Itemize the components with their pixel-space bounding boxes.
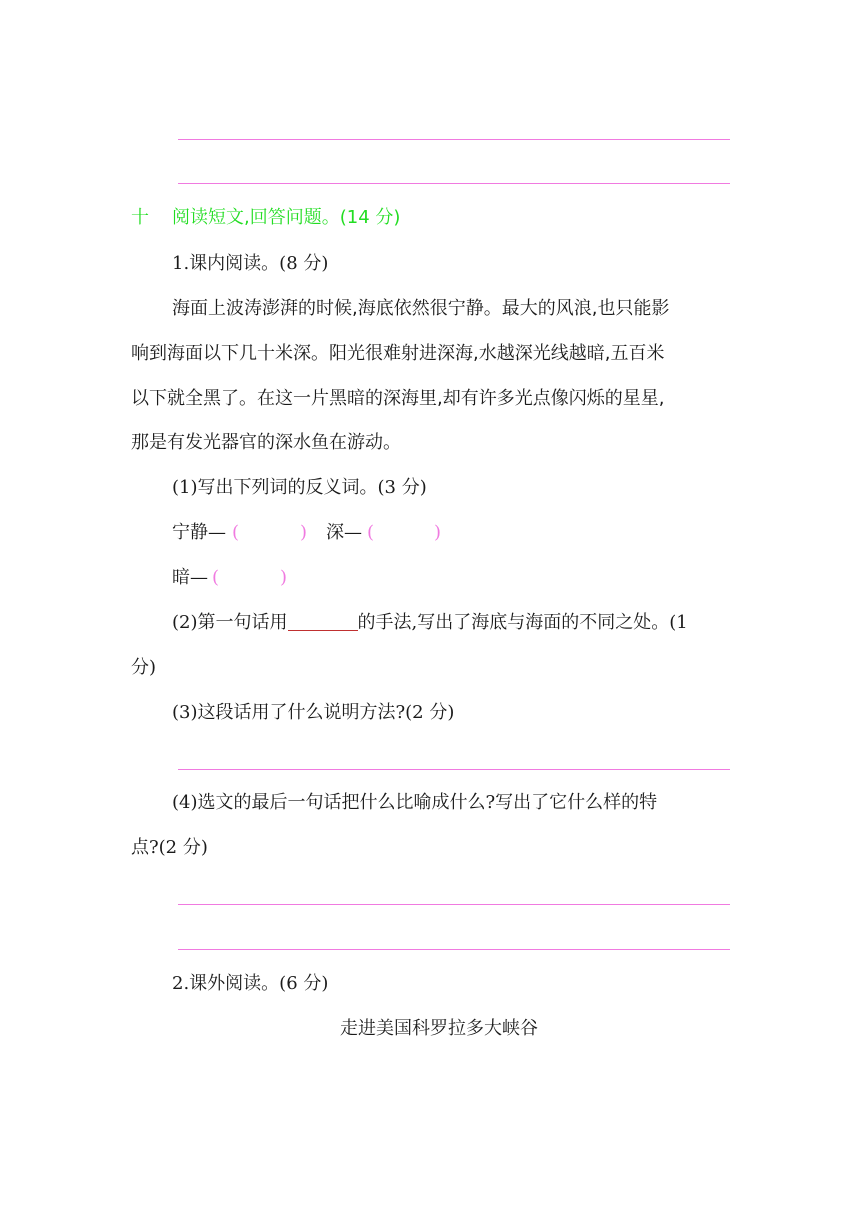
question-2-before: (2)第一句话用 <box>172 612 288 633</box>
answer-paren-close: ) <box>300 522 308 543</box>
article-title: 走进美国科罗拉多大峡谷 <box>340 1018 538 1039</box>
section-number: 十 <box>131 207 149 228</box>
question-4: (4)选文的最后一句话把什么比喻成什么?写出了它什么样的特 <box>172 792 658 813</box>
part1-label: 1.课内阅读。(8 分) <box>172 253 329 274</box>
question-3: (3)这段话用了什么说明方法?(2 分) <box>172 702 455 723</box>
passage-line: 海面上波涛澎湃的时候,海底依然很宁静。最大的风浪,也只能影 <box>172 298 670 319</box>
antonym-word: 宁静— <box>172 522 226 543</box>
answer-paren-open: ( <box>367 522 375 543</box>
question-2-cont: 分) <box>131 657 157 678</box>
passage-line: 响到海面以下几十米深。阳光很难射进深海,水越深光线越暗,五百米 <box>131 343 665 364</box>
part2-label: 2.课外阅读。(6 分) <box>172 973 329 994</box>
question-4-cont: 点?(2 分) <box>131 837 208 858</box>
answer-paren-close: ) <box>434 522 442 543</box>
question-2-after: 的手法,写出了海底与海面的不同之处。(1 <box>357 612 688 633</box>
answer-line <box>178 769 730 770</box>
answer-line <box>178 904 730 905</box>
answer-paren-close: ) <box>280 567 288 588</box>
answer-line <box>178 139 730 140</box>
question-2 <box>172 611 688 635</box>
answer-line <box>178 949 730 950</box>
antonym-word: 深— <box>326 522 362 543</box>
antonym-word: 暗— <box>172 567 208 588</box>
answer-paren-open: ( <box>212 567 220 588</box>
section-title: 阅读短文,回答问题。(14 分) <box>172 207 401 228</box>
passage-line: 以下就全黑了。在这一片黑暗的深海里,却有许多光点像闪烁的星星, <box>131 388 665 409</box>
question-1: (1)写出下列词的反义词。(3 分) <box>172 477 427 498</box>
passage-line: 那是有发光器官的深水鱼在游动。 <box>131 432 401 453</box>
answer-paren-open: ( <box>232 522 240 543</box>
fill-blank <box>288 612 358 631</box>
answer-line <box>178 183 730 184</box>
